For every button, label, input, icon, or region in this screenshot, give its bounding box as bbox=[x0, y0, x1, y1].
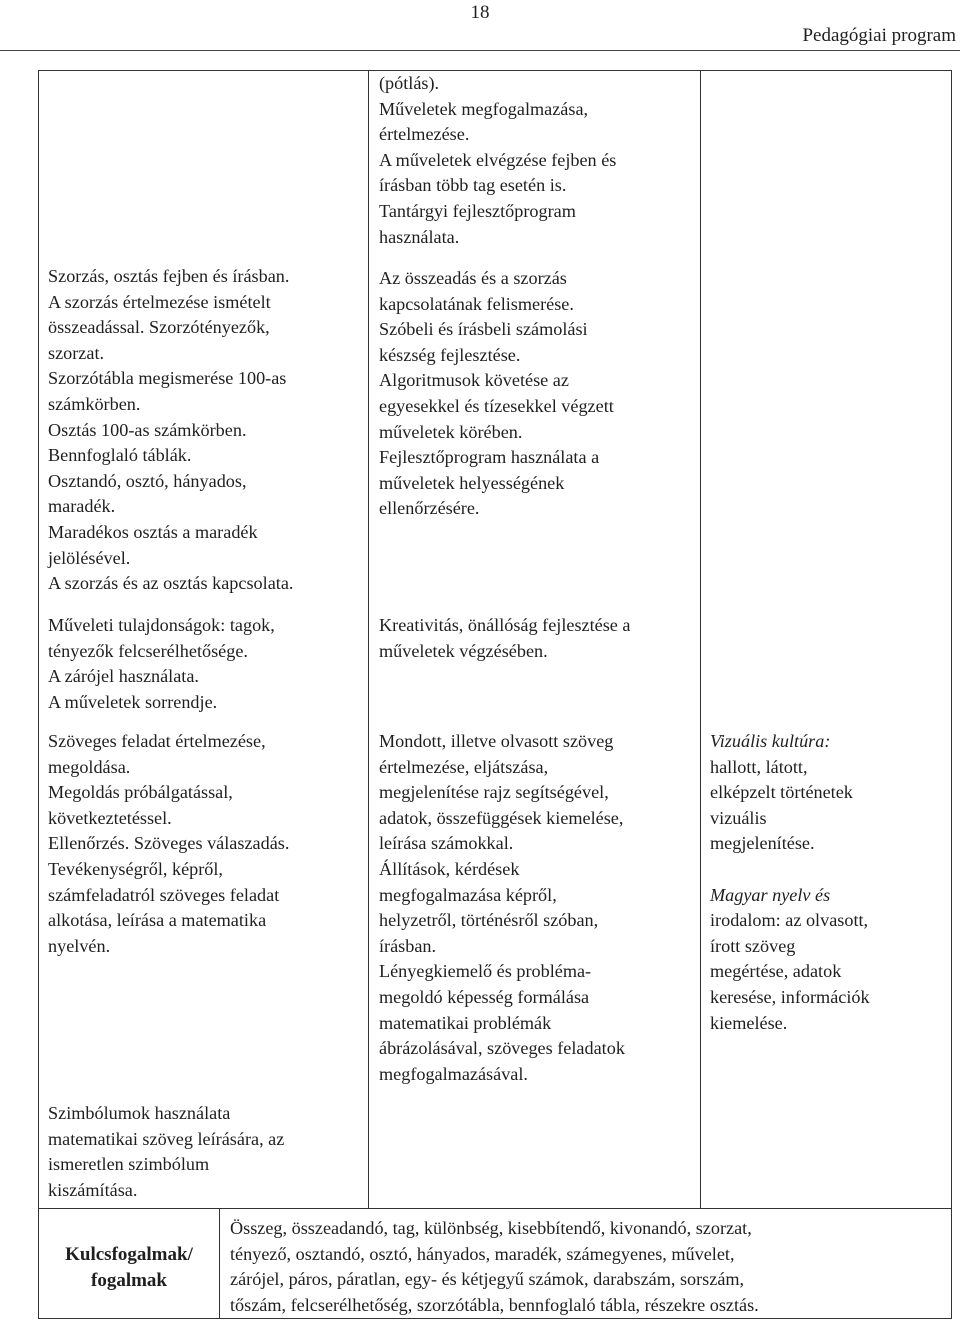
text-line: kiszámítása. bbox=[48, 1179, 138, 1200]
document-title: Pedagógiai program bbox=[802, 25, 956, 46]
text-line: (pótlás). bbox=[379, 73, 440, 93]
text-line: tényezők felcserélhetősége. bbox=[48, 640, 248, 661]
text-line: Az összeadás és a szorzás bbox=[379, 268, 567, 288]
text-line: összeadással. Szorzótényezők, bbox=[48, 317, 270, 338]
text-line: A szorzás értelmezése ismételt bbox=[48, 291, 271, 312]
text-line: Szorzás, osztás fejben és írásban. bbox=[48, 266, 290, 286]
text-line: értelmezése, eljátszása, bbox=[379, 756, 549, 777]
text-line: fogalmak bbox=[91, 1270, 167, 1291]
text-line: Összeg, összeadandó, tag, különbség, kisebbítendő, kivonandó, szorzat, bbox=[230, 1218, 752, 1238]
text-line: Szorzótábla megismerése 100-as bbox=[48, 368, 287, 389]
development-cell-szoveges bbox=[379, 729, 625, 1087]
text-line: Műveletek megfogalmazása, bbox=[379, 98, 589, 119]
text-line: A szorzás és az osztás kapcsolata. bbox=[48, 573, 294, 594]
page-number: 18 bbox=[470, 2, 490, 23]
text-line: Állítások, kérdések bbox=[379, 858, 520, 879]
text-line: megértése, adatok bbox=[710, 961, 842, 982]
text-line: Mondott, illetve olvasott szöveg bbox=[379, 731, 614, 751]
text-line: írásban. bbox=[379, 935, 437, 956]
text-line: A zárójel használata. bbox=[48, 666, 199, 687]
text-line: leírása számokkal. bbox=[379, 833, 514, 854]
content-cell-szimbolum bbox=[48, 1101, 284, 1203]
text-line: Osztás 100-as számkörben. bbox=[48, 419, 247, 440]
text-line: tőszám, felcserélhetőség, szorzótábla, bennfoglaló tábla, részekre osztás. bbox=[230, 1294, 759, 1315]
page-header bbox=[0, 0, 960, 52]
text-line: matematikai szöveg leírására, az bbox=[48, 1128, 285, 1149]
text-line: értelmezése. bbox=[379, 124, 470, 145]
text-line: következtetéssel. bbox=[48, 807, 172, 828]
text-line: számfeladatról szöveges feladat bbox=[48, 884, 280, 905]
text-line: Ellenőrzés. Szöveges válaszadás. bbox=[48, 833, 290, 854]
text-line: A műveletek sorrendje. bbox=[48, 691, 218, 712]
text-line: hallott, látott, bbox=[710, 756, 808, 777]
link-subject-magyar: Magyar nyelv és bbox=[710, 884, 831, 905]
text-line: adatok, összefüggések kiemelése, bbox=[379, 807, 624, 828]
table-border-left bbox=[38, 70, 39, 1319]
spacer bbox=[710, 857, 870, 883]
text-line: megjelenítése. bbox=[710, 833, 815, 854]
text-line: Megoldás próbálgatással, bbox=[48, 782, 233, 803]
text-line: Szöveges feladat értelmezése, bbox=[48, 731, 266, 751]
text-line: megfogalmazása képről, bbox=[379, 884, 557, 905]
text-line: műveletek helyességének bbox=[379, 472, 565, 493]
text-line: jelölésével. bbox=[48, 547, 131, 568]
text-line: Tevékenységről, képről, bbox=[48, 858, 223, 879]
text-line: Fejlesztőprogram használata a bbox=[379, 447, 600, 468]
link-subject-vizualis: Vizuális kultúra: bbox=[710, 731, 831, 751]
text-line: ábrázolásával, szöveges feladatok bbox=[379, 1038, 625, 1059]
text-line: A műveletek elvégzése fejben és bbox=[379, 149, 617, 170]
text-line: kiemelése. bbox=[710, 1012, 788, 1033]
text-line: egyesekkel és tízesekkel végzett bbox=[379, 395, 614, 416]
text-line: helyzetről, történésről szóban, bbox=[379, 910, 599, 931]
text-line: matematikai problémák bbox=[379, 1012, 552, 1033]
kulcs-divider bbox=[219, 1208, 220, 1319]
text-line: Szóbeli és írásbeli számolási bbox=[379, 319, 588, 340]
text-line: Maradékos osztás a maradék bbox=[48, 521, 258, 542]
text-line: megjelenítése rajz segítségével, bbox=[379, 782, 609, 803]
development-cell-szorzas bbox=[379, 266, 614, 522]
column-divider-2 bbox=[700, 70, 701, 1209]
text-line: vizuális bbox=[710, 807, 767, 828]
links-cell-szoveges bbox=[710, 729, 870, 1036]
text-line: műveletek végzésében. bbox=[379, 640, 548, 661]
text-line: Lényegkiemelő és probléma- bbox=[379, 961, 592, 982]
text-line: alkotása, leírása a matematika bbox=[48, 910, 267, 931]
text-line: Tantárgyi fejlesztőprogram bbox=[379, 200, 576, 221]
text-line: nyelvén. bbox=[48, 935, 111, 956]
kulcs-row-top bbox=[38, 1208, 952, 1209]
kulcs-terms bbox=[230, 1216, 759, 1318]
kulcs-label bbox=[39, 1242, 219, 1294]
text-line: ismeretlen szimbólum bbox=[48, 1154, 210, 1175]
text-line: megfogalmazásával. bbox=[379, 1063, 528, 1084]
header-rule bbox=[0, 50, 960, 51]
text-line: Kreativitás, önállóság fejlesztése a bbox=[379, 615, 631, 635]
text-line: tényező, osztandó, osztó, hányados, maradék, számegyenes, művelet, bbox=[230, 1243, 735, 1264]
text-line: számkörben. bbox=[48, 393, 141, 414]
text-line: elképzelt történetek bbox=[710, 782, 853, 803]
text-line: készség fejlesztése. bbox=[379, 344, 521, 365]
text-line: Bennfoglaló táblák. bbox=[48, 445, 192, 466]
content-cell-muveleti bbox=[48, 613, 275, 715]
text-line: irodalom: az olvasott, bbox=[710, 910, 869, 931]
development-cell-continued bbox=[379, 71, 616, 250]
text-line: írásban több tag esetén is. bbox=[379, 175, 567, 196]
text-line: írott szöveg bbox=[710, 935, 796, 956]
text-line: szorzat. bbox=[48, 342, 105, 363]
text-line: használata. bbox=[379, 226, 460, 247]
content-cell-szoveges bbox=[48, 729, 289, 959]
development-cell-kreativitas bbox=[379, 613, 631, 664]
content-cell-szorzas bbox=[48, 264, 293, 597]
text-line: megoldó képesség formálása bbox=[379, 986, 590, 1007]
text-line: megoldása. bbox=[48, 756, 131, 777]
text-line: Kulcsfogalmak/ bbox=[65, 1244, 193, 1265]
text-line: ellenőrzésére. bbox=[379, 498, 480, 519]
text-line: keresése, információk bbox=[710, 986, 870, 1007]
text-line: zárójel, páros, páratlan, egy- és kétjegyű számok, darabszám, sorszám, bbox=[230, 1269, 745, 1290]
text-line: Szimbólumok használata bbox=[48, 1103, 231, 1123]
text-line: Osztandó, osztó, hányados, bbox=[48, 470, 247, 491]
text-line: maradék. bbox=[48, 496, 116, 517]
column-divider-1 bbox=[368, 70, 369, 1209]
text-line: műveletek körében. bbox=[379, 421, 523, 442]
table-border-right bbox=[951, 70, 952, 1319]
text-line: kapcsolatának felismerése. bbox=[379, 293, 574, 314]
text-line: Algoritmusok követése az bbox=[379, 370, 569, 391]
text-line: Műveleti tulajdonságok: tagok, bbox=[48, 615, 275, 635]
